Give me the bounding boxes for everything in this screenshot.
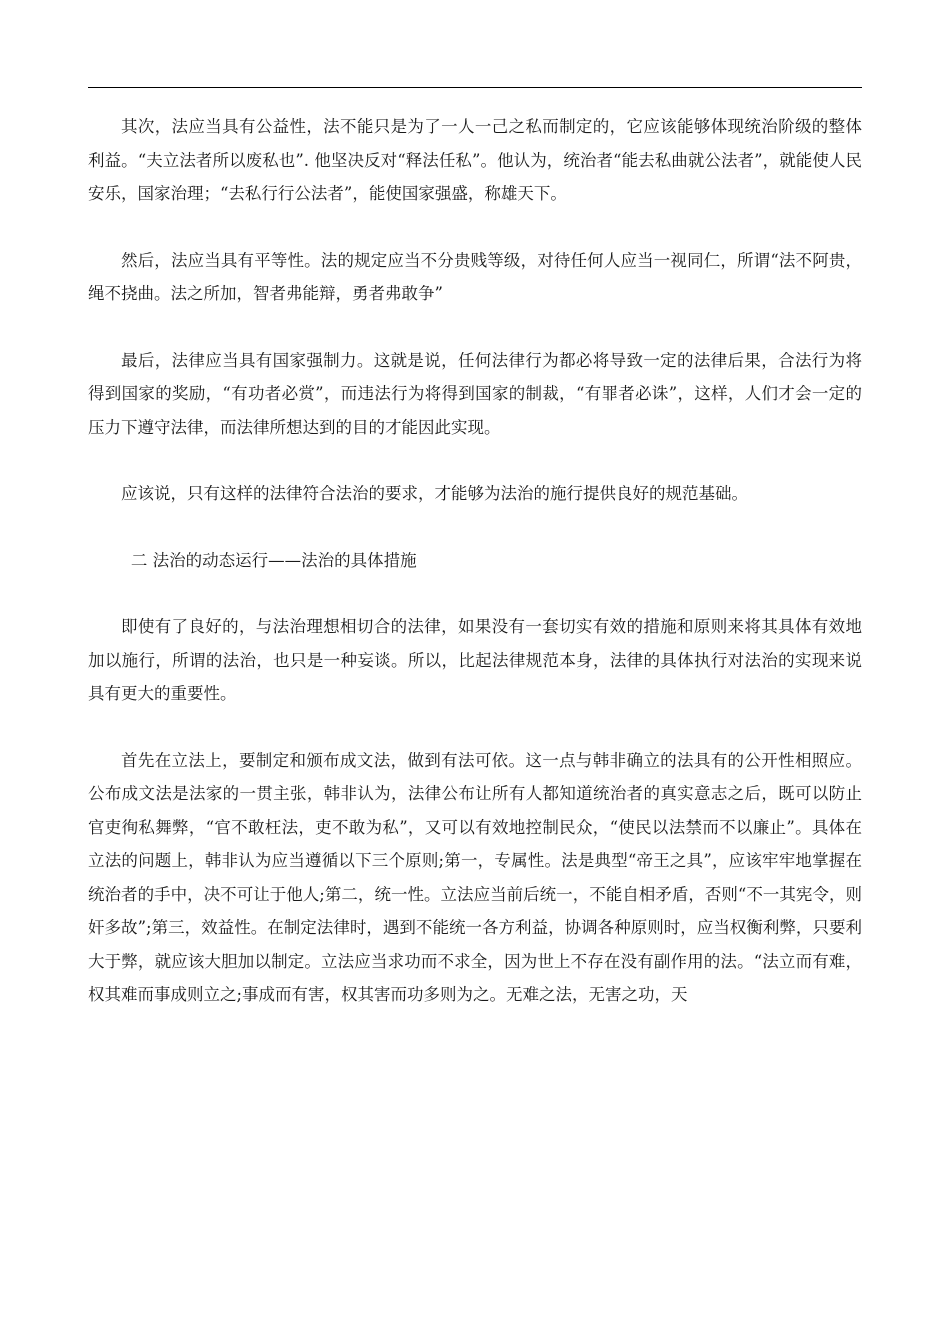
section-heading: 二 法治的动态运行——法治的具体措施 <box>130 550 417 570</box>
paragraph-conclusion: 应该说，只有这样的法律符合法治的要求，才能够为法治的施行提供良好的规范基础。 <box>121 484 748 503</box>
paragraph-legislation: 首先在立法上，要制定和颁布成文法，做到有法可依。这一点与韩非确立的法具有的公开性相照应。公布成文法是法家的一贯主张，韩非认为，法律公布让所有人都知道统治者的真实意志之后，既可以防止官吏徇私舞弊，“官不敢枉法，吏不敢为私”，又可以有效地控制民众，“使民以法禁而不以廉止”。具体在立法的问题上，韩非认为应当遵循以下三个原则;第一，专属性。法是典型“帝王之具”，应该牢牢地掌握在统治者的手中，决不可让于他人;第二，统一性。立法应当前后统一，不能自相矛盾，否则“不一其宪令，则奸多故”;第三，效益性。在制定法律时，遇到不能统一各方利益，协调各种原则时，应当权衡利弊，只要利大于弊，就应该大胆加以制定。立法应当求功而不求全，因为世上不存在没有副作用的法。“法立而有难，权其难而事成则立之;事成而有害，权其害而功多则为之。无难之法，无害之功，天 <box>88 750 862 1004</box>
paragraph-equality: 然后，法应当具有平等性。法的规定应当不分贵贱等级，对待任何人应当一视同仁，所谓“法不阿贵，绳不挠曲。法之所加，智者弗能辩，勇者弗敢争” <box>88 250 862 303</box>
header-rule <box>88 87 862 88</box>
paragraph-implementation: 即使有了良好的，与法治理想相切合的法律，如果没有一套切实有效的措施和原则来将其具体有效地加以施行，所谓的法治，也只是一种妄谈。所以，比起法律规范本身，法律的具体执行对法治的实现来说具有更大的重要性。 <box>88 617 862 703</box>
paragraph-state-coercion: 最后，法律应当具有国家强制力。这就是说，任何法律行为都必将导致一定的法律后果，合法行为将得到国家的奖励，“有功者必赏”，而违法行为将得到国家的制裁，“有罪者必诛”，这样，人们才会一定的压力下遵守法律，而法律所想达到的目的才能因此实现。 <box>88 350 862 437</box>
document-body <box>88 110 862 1012</box>
paragraph-public-interest: 其次，法应当具有公益性，法不能只是为了一人一己之私而制定的，它应该能够体现统治阶级的整体利益。“夫立法者所以废私也”. 他坚决反对“释法任私”。他认为，统治者“能去私曲就公法者”，就能使人民安乐，国家治理；“去私行行公法者”，能使国家强盛，称雄天下。 <box>88 117 862 203</box>
